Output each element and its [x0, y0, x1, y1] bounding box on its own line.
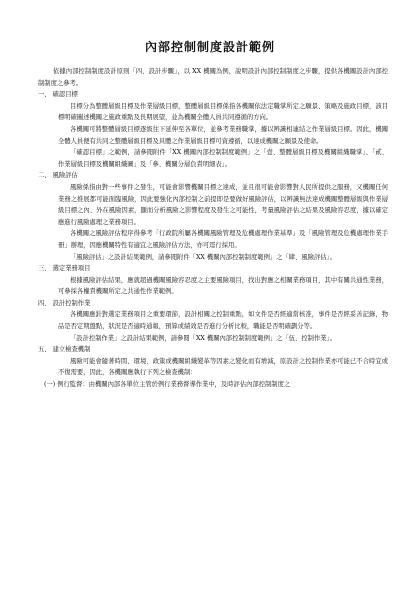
section-4-paragraph-1: 各機關應針對選定業務項目之重要環節，設計相關之控制重點，如文件是否經適當核准，事件是否經妥善記錄，物品是否定期盤點，狀況是否適時通報，預算或績效是否進行分析比較，職能是否明確劃分等。	[58, 311, 388, 331]
section-4-heading: 四、 設計控制作業	[38, 299, 91, 307]
section-5-heading: 五、 建立檢查機制	[38, 346, 91, 354]
section-1-heading: 一、 確認目標	[38, 91, 78, 99]
section-5-paragraph-1: 風險可能會隨著時間、環境、政策或機關組織變革等因素之變化而有增減，原設計之控制作業亦可能已不合時宜或不復需要，因此，各機關應執行下列之檢查機制：	[58, 357, 388, 377]
section-3-heading: 三、 選定業務項目	[38, 265, 91, 273]
section-5-item-1: (一) 例行監督：由機關內部各單位主管於例行業務督導作業中，及時評估內部控制制度之	[44, 381, 291, 389]
section-1-paragraph-3: 「確認目標」之範例，請參閱附件「XX 機關內部控制制度範例」之「壹、整體層級目標及機關組織職掌」、「貳、作業層級目標及機關組織圖」及「參、機關分層負責明細表」。	[58, 149, 388, 168]
intro-paragraph: 依據內部控制制度設計原則「四、設計步驟」，以 XX 機關為例，說明設計內部控制制度之步驟，提供各機關設計內部控制制度之參考。	[38, 68, 388, 87]
section-2-paragraph-2: 各機關之風險評估程序得參考「行政院所屬各機關風險管理及危機處理作業基準」及「風險管理及危機處理作業手冊」辦理，因應機關特性有適宜之風險評估方法，亦可逕行採用。	[58, 230, 388, 249]
section-4-paragraph-2: 「設計控制作業」之設計結果範例，請參閱「XX 機關內部控制制度範例」之「伍、控制作業」。	[70, 334, 336, 342]
section-2-paragraph-3: 「風險評估」之設計結果範例，請參閱附件「XX 機關內部控制制度範例」之「肆、風險評估」。	[70, 253, 336, 261]
document-body	[38, 66, 388, 391]
section-3-paragraph-1: 根據風險評估結果，應就超過機關風險容忍度之主要風險項目，找出對應之相關業務項目，其中有關共通性業務，可參採各權責機關所定之共通性作業範例。	[58, 276, 388, 296]
section-2-paragraph-1: 風險係指由對一些事件之發生，可能會影響機關目標之達成，並且很可能會影響對人民所提供之服務，又機關任何業務之推展都可能面臨風險，因此要強化內部控制之前提即是要做好風險評估，以辨識無法達成機關整體層級與作業層級目標之內、外在風險因素，顯而分析風險之影響程度及發生之可能性，考量風險評估之結果及風險容忍度，據以確定應進行風險處理之業務項目。	[58, 183, 388, 226]
section-1-paragraph-2: 各機關可將整體層級目標逐級往下延伸至各單位，並參考業務職掌，據以辨識相連結之作業層級目標。因此，機關全體人員便有共同之整體層級目標及具體之作業層級目標可資遵循，以達成機關之願景及使命。	[58, 125, 388, 145]
section-2-heading: 二、 風險評估	[38, 172, 78, 180]
document-title: 內部控制制度設計範例	[144, 40, 275, 54]
section-1-paragraph-1: 目標分為整體層級目標及作業層級目標，整體層級目標係指各機關依法定職掌所定之願景、策略及施政目標，該目標明確闡述機關之施政重點及長期展望，並為機關全體人員共同遵循的方向。	[58, 102, 388, 122]
